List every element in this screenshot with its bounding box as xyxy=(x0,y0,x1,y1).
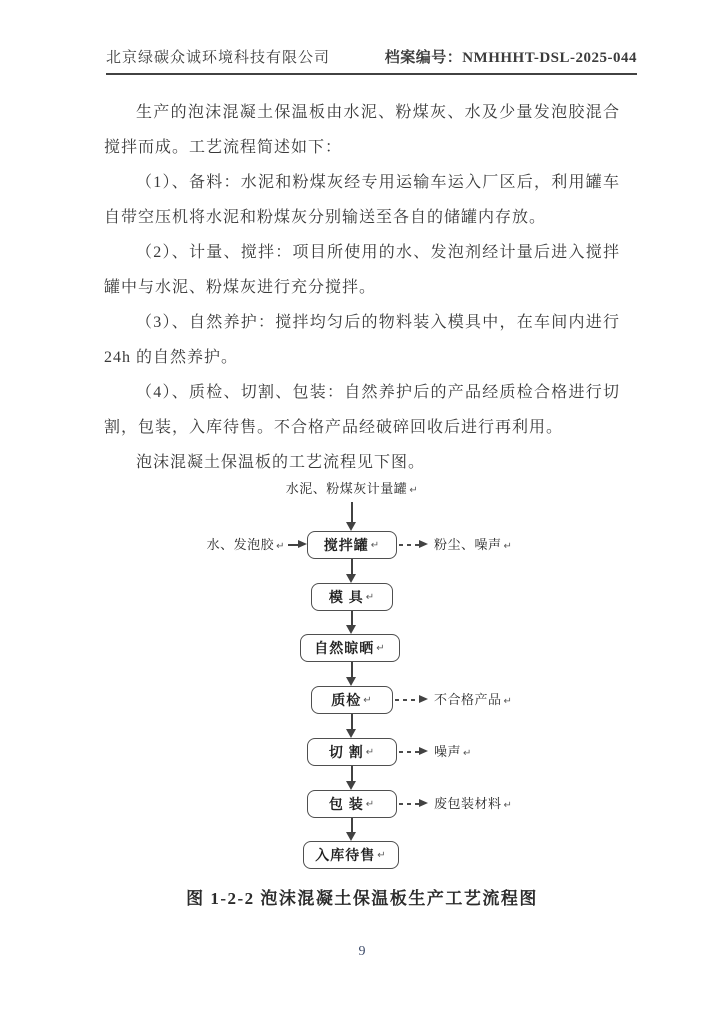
body-text xyxy=(104,95,620,480)
paragraph-step2: （2）、计量、搅拌：项目所使用的水、发泡剂经计量后进入搅拌罐中与水泥、粉煤灰进行充分搅拌。 xyxy=(104,244,620,296)
emission-label-dust-noise: 粉尘、噪声 ↵ xyxy=(434,537,513,552)
connector-line xyxy=(351,559,353,574)
right-arrow-icon xyxy=(419,799,428,807)
down-arrow-icon xyxy=(346,781,356,790)
flow-box-cutting: 切 割 ↵ xyxy=(307,738,397,766)
company-name: 北京绿碳众诚环境科技有限公司 xyxy=(106,50,331,66)
paragraph-intro: 生产的泡沫混凝土保温板由水泥、粉煤灰、水及少量发泡胶混合搅拌而成。工艺流程简述如下： xyxy=(104,104,620,156)
paragraph-mark: ↵ xyxy=(376,642,386,654)
down-arrow-icon xyxy=(346,522,356,531)
paragraph-mark: ↵ xyxy=(409,485,419,496)
flow-box-packing: 包 装 ↵ xyxy=(307,790,397,818)
paragraph-mark: ↵ xyxy=(363,694,373,706)
paragraph-mark: ↵ xyxy=(365,798,376,810)
paragraph-mark: ↵ xyxy=(463,748,472,759)
paragraph-mark: ↵ xyxy=(503,800,513,811)
archive-number xyxy=(385,46,637,67)
connector-line xyxy=(351,502,353,522)
figure-caption: 图 1-2-2 泡沫混凝土保温板生产工艺流程图 xyxy=(186,889,538,908)
right-arrow-icon xyxy=(419,747,428,755)
paragraph-mark: ↵ xyxy=(377,849,387,861)
connector-line xyxy=(351,714,353,729)
emission-label-rejects: 不合格产品 ↵ xyxy=(434,692,513,707)
flow-top-input-label: 水泥、粉煤灰计量罐 ↵ xyxy=(285,481,419,496)
dashed-connector-line xyxy=(399,803,419,805)
flow-box-natural-curing: 自然晾晒 ↵ xyxy=(300,634,400,662)
paragraph-mark: ↵ xyxy=(365,746,376,758)
paragraph-mark: ↵ xyxy=(503,696,513,707)
emission-label-waste-packaging: 废包装材料 ↵ xyxy=(434,796,513,811)
connector-line xyxy=(351,611,353,625)
down-arrow-icon xyxy=(346,625,356,634)
flow-box-mold: 模 具 ↵ xyxy=(311,583,393,611)
connector-line xyxy=(351,766,353,781)
paragraph-mark: ↵ xyxy=(276,541,285,552)
down-arrow-icon xyxy=(346,729,356,738)
connector-line xyxy=(351,818,353,832)
paragraph-mark: ↵ xyxy=(365,591,376,603)
page-header xyxy=(106,46,637,75)
archive-value: NMHHHT-DSL-2025-044 xyxy=(462,50,637,66)
flow-box-mixing-tank: 搅拌罐 ↵ xyxy=(307,531,397,559)
right-arrow-icon xyxy=(419,540,428,548)
paragraph-step4: （4）、质检、切割、包装：自然养护后的产品经质检合格进行切割，包装，入库待售。不合格产品经破碎回收后进行再利用。 xyxy=(104,384,620,436)
down-arrow-icon xyxy=(346,832,356,841)
paragraph-step1: （1）、备料：水泥和粉煤灰经专用运输车运入厂区后，利用罐车自带空压机将水泥和粉煤灰分别输送至各自的储罐内存放。 xyxy=(104,174,620,226)
connector-line xyxy=(351,662,353,677)
down-arrow-icon xyxy=(346,574,356,583)
flow-box-quality-check: 质检 ↵ xyxy=(311,686,393,714)
dashed-connector-line xyxy=(395,699,419,701)
paragraph-mark: ↵ xyxy=(370,539,381,551)
right-arrow-icon xyxy=(419,695,428,703)
flow-box-storage-sale: 入库待售 ↵ xyxy=(303,841,399,869)
connector-line xyxy=(288,544,298,546)
down-arrow-icon xyxy=(346,677,356,686)
emission-label-noise: 噪声 ↵ xyxy=(434,744,472,759)
paragraph-step3: （3）、自然养护：搅拌均匀后的物料装入模具中，在车间内进行 24h 的自然养护。 xyxy=(104,314,620,366)
right-arrow-icon xyxy=(298,540,307,548)
archive-label: 档案编号： xyxy=(384,50,463,66)
dashed-connector-line xyxy=(399,751,419,753)
paragraph-outro: 泡沫混凝土保温板的工艺流程见下图。 xyxy=(136,454,426,471)
dashed-connector-line xyxy=(399,544,419,546)
paragraph-mark: ↵ xyxy=(503,541,513,552)
page-number: 9 xyxy=(358,944,366,959)
flow-left-input-label: 水、发泡胶 ↵ xyxy=(206,537,285,552)
